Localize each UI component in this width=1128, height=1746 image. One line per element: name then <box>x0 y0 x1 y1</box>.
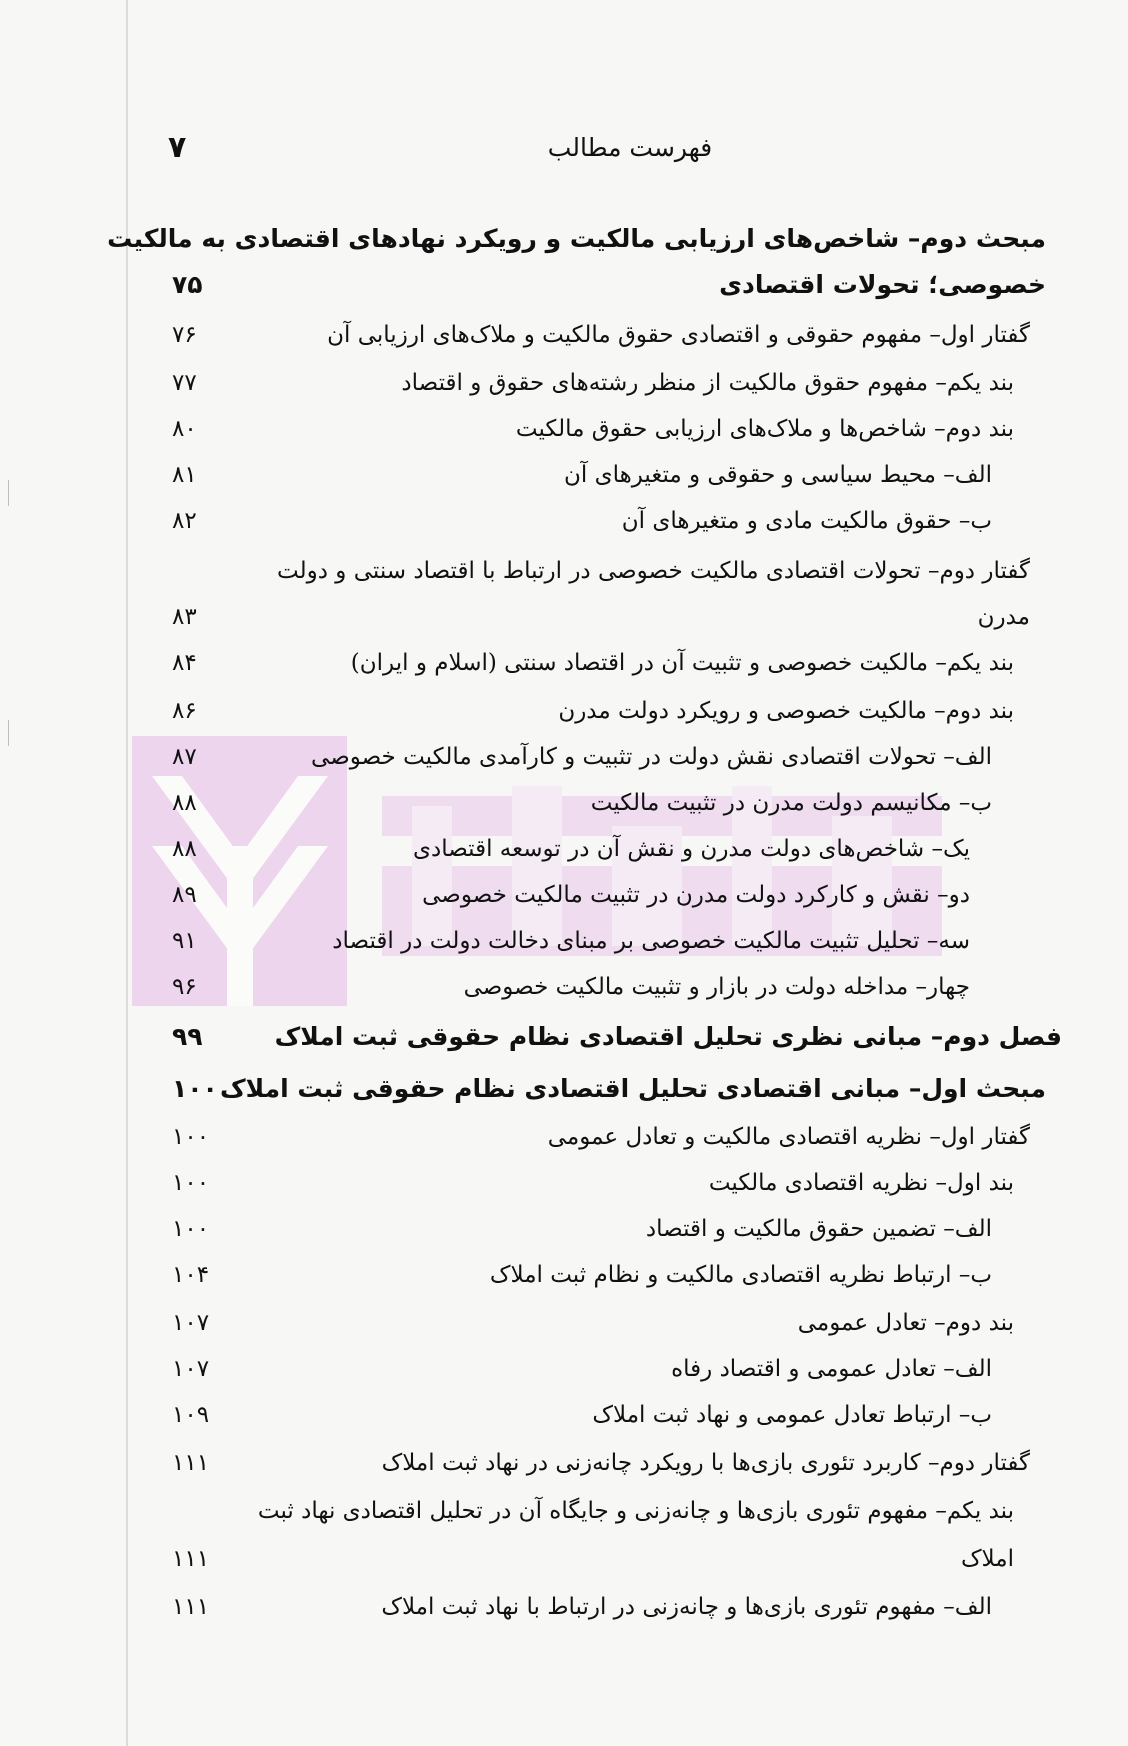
toc-entry-page: ۱۰۷ <box>172 1356 210 1382</box>
toc-entry-text: مبحث دوم– شاخص‌های ارزیابی مالکیت و رویکرد نهادهای اقتصادی به مالکیت <box>107 224 1046 253</box>
toc-entry-text: دو– نقش و کارکرد دولت مدرن در تثبیت مالکیت خصوصی <box>422 882 970 908</box>
toc-entry-page: ۷۶ <box>172 322 197 348</box>
toc-entry-text: خصوصی؛ تحولات اقتصادی <box>719 270 1046 299</box>
toc-entry-text: ب– ارتباط نظریه اقتصادی مالکیت و نظام ثبت املاک <box>489 1262 992 1288</box>
toc-entry-page: ۱۰۷ <box>172 1310 210 1336</box>
toc-entry-page: ۱۰۰ <box>172 1216 210 1242</box>
toc-entry-text: ب– مکانیسم دولت مدرن در تثبیت مالکیت <box>590 790 992 816</box>
toc-entry-text: سه– تحلیل تثبیت مالکیت خصوصی بر مبنای دخالت دولت در اقتصاد <box>332 928 970 954</box>
page-number: ۷ <box>168 130 187 165</box>
toc-entry-text: بند یکم– مفهوم تئوری بازی‌ها و چانه‌زنی و جایگاه آن در تحلیل اقتصادی نهاد ثبت <box>257 1498 1014 1524</box>
toc-entry-text: بند دوم– مالکیت خصوصی و رویکرد دولت مدرن <box>558 698 1014 724</box>
toc-entry-text: ب– حقوق مالکیت مادی و متغیرهای آن <box>621 508 992 534</box>
toc-entry-text: بند اول– نظریه اقتصادی مالکیت <box>708 1170 1014 1196</box>
toc-entry-text: ب– ارتباط تعادل عمومی و نهاد ثبت املاک <box>592 1402 992 1428</box>
toc-entry-page: ۱۰۹ <box>172 1402 210 1428</box>
toc-entry-page: ۱۰۴ <box>172 1262 210 1288</box>
toc-entry-page: ۱۱۱ <box>172 1594 210 1620</box>
toc-entry-page: ۱۱۱ <box>172 1546 210 1572</box>
toc-chapter-text: فصل دوم– مبانی نظری تحلیل اقتصادی نظام حقوقی ثبت املاک <box>274 1022 1062 1051</box>
toc-entry-page: ۹۹ <box>172 1022 203 1051</box>
toc-entry-page: ۸۹ <box>172 882 197 908</box>
toc-entry-text: الف– تضمین حقوق مالکیت و اقتصاد <box>645 1216 992 1242</box>
toc-entry-text: گفتار اول– نظریه اقتصادی مالکیت و تعادل عمومی <box>547 1124 1030 1150</box>
toc-entry-text: مدرن <box>977 604 1030 630</box>
toc-entry-page: ۱۰۰ <box>172 1170 210 1196</box>
toc-entry-page: ۸۲ <box>172 508 197 534</box>
toc-entry-page: ۸۴ <box>172 650 197 676</box>
toc-entry-text: چهار– مداخله دولت در بازار و تثبیت مالکیت خصوصی <box>463 974 970 1000</box>
toc-entry-text: الف– محیط سیاسی و حقوقی و متغیرهای آن <box>563 462 992 488</box>
toc-entry-text: بند یکم– مالکیت خصوصی و تثبیت آن در اقتصاد سنتی (اسلام و ایران) <box>350 650 1014 676</box>
toc-entry-page: ۸۸ <box>172 790 197 816</box>
toc-entry-text: گفتار اول– مفهوم حقوقی و اقتصادی حقوق مالکیت و ملاک‌های ارزیابی آن <box>327 322 1030 348</box>
toc-entry-text: بند یکم– مفهوم حقوق مالکیت از منظر رشته‌های حقوق و اقتصاد <box>401 370 1014 396</box>
toc-entry-page: ۸۶ <box>172 698 197 724</box>
running-header-title: فهرست مطالب <box>547 133 713 162</box>
toc-section-text: مبحث اول– مبانی اقتصادی تحلیل اقتصادی نظام حقوقی ثبت املاک <box>220 1074 1046 1103</box>
toc-entry-text: بند دوم– تعادل عمومی <box>797 1310 1014 1336</box>
toc-entry-text: یک– شاخص‌های دولت مدرن و نقش آن در توسعه اقتصادی <box>412 836 970 862</box>
toc-entry-page: ۱۰۰ <box>172 1124 210 1150</box>
toc-entry-page: ۸۳ <box>172 604 197 630</box>
toc-entry-page: ۱۱۱ <box>172 1450 210 1476</box>
toc-entry-page: ۷۵ <box>172 270 203 299</box>
toc-entry-text: الف– تعادل عمومی و اقتصاد رفاه <box>671 1356 992 1382</box>
toc-entry-text: بند دوم– شاخص‌ها و ملاک‌های ارزیابی حقوق مالکیت <box>515 416 1014 442</box>
toc-entry-text: املاک <box>960 1546 1014 1572</box>
toc-entry-text: گفتار دوم– تحولات اقتصادی مالکیت خصوصی در ارتباط با اقتصاد سنتی و دولت <box>277 558 1030 584</box>
toc-entry-page: ۸۷ <box>172 744 197 770</box>
toc-entry-text: الف– تحولات اقتصادی نقش دولت در تثبیت و کارآمدی مالکیت خصوصی <box>311 744 992 770</box>
toc-entry-page: ۱۰۰ <box>172 1074 218 1103</box>
toc-entry-page: ۸۰ <box>172 416 197 442</box>
toc-entry-text: گفتار دوم– کاربرد تئوری بازی‌ها با رویکرد چانه‌زنی در نهاد ثبت املاک <box>381 1450 1030 1476</box>
toc-entry-page: ۷۷ <box>172 370 197 396</box>
toc-entry-page: ۸۱ <box>172 462 197 488</box>
toc-entry-page: ۹۱ <box>172 928 197 954</box>
toc-entry-page: ۸۸ <box>172 836 197 862</box>
toc-entry-text: الف– مفهوم تئوری بازی‌ها و چانه‌زنی در ارتباط با نهاد ثبت املاک <box>381 1594 992 1620</box>
toc-entry-page: ۹۶ <box>172 974 197 1000</box>
